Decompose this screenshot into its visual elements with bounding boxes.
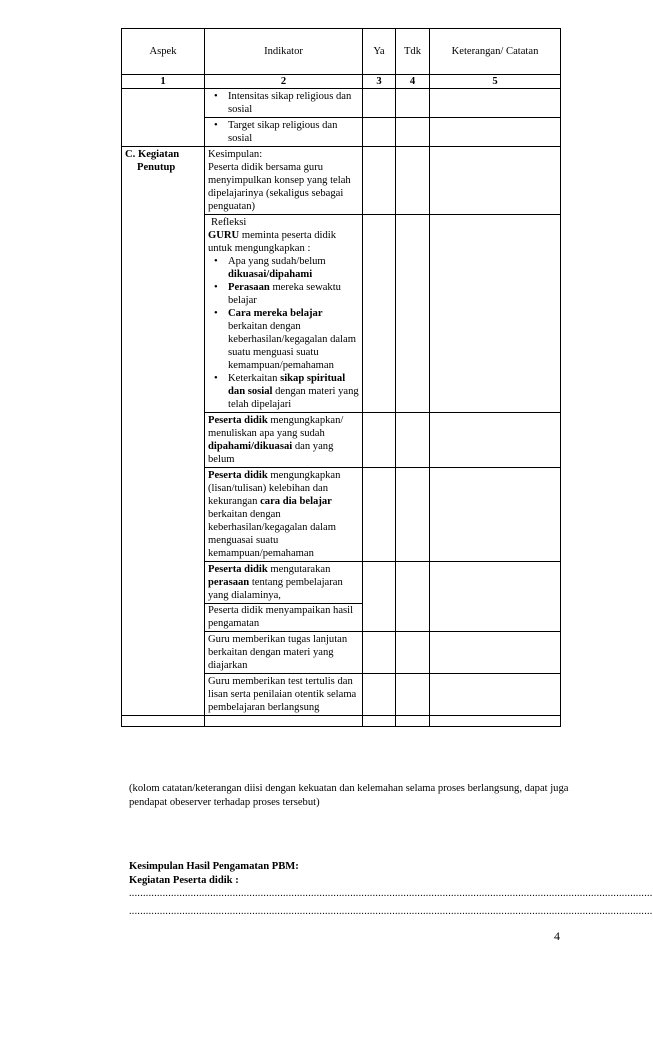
indicator-cell [205, 147, 363, 215]
header-indikator: Indikator [205, 29, 363, 75]
list-item [228, 281, 359, 307]
aspect-kegiatan-penutup [122, 147, 205, 716]
text: tentang pembelajaran yang dialaminya, [208, 577, 343, 601]
keterangan-cell [430, 562, 561, 632]
table-header-row [122, 29, 561, 75]
ya-cell [363, 89, 396, 118]
text: mereka sewaktu belajar [228, 282, 341, 306]
text: dan yang belum [208, 441, 334, 465]
text-bold: Peserta didik [208, 470, 268, 481]
indicator-cell [205, 118, 363, 147]
tdk-cell [396, 562, 430, 632]
keterangan-cell [430, 89, 561, 118]
list-item [228, 307, 359, 372]
keterangan-cell [430, 147, 561, 215]
text-bold: dikuasai/dipahami [228, 269, 313, 280]
keterangan-cell [430, 215, 561, 413]
indicator-cell [205, 468, 363, 562]
text: Apa yang sudah/belum [228, 256, 326, 267]
conclusion-title: Kesimpulan Hasil Pengamatan PBM: [129, 861, 299, 872]
guru-label: GURU [208, 230, 240, 241]
keterangan-cell [430, 632, 561, 674]
tdk-cell [396, 674, 430, 716]
indicator-item: • Target sikap religious dan sosial [228, 119, 359, 145]
text: berkaitan dengan keberhasilan/kegagalan dalam menguasai suatu kemampuan/pemahaman [208, 509, 336, 559]
kesimpulan-label: Kesimpulan: [208, 149, 263, 160]
col-num-5: 5 [430, 75, 561, 89]
col-num-4: 4 [396, 75, 430, 89]
indicator-cell [205, 413, 363, 468]
refleksi-label: Refleksi [211, 217, 247, 228]
text: mengungkapkan/ menuliskan apa yang sudah [208, 415, 344, 439]
empty-cell [396, 716, 430, 727]
text-bold: sikap spiritual dan sosial [228, 373, 346, 397]
conclusion-block [129, 860, 299, 888]
observation-table [121, 28, 561, 727]
keterangan-cell [430, 118, 561, 147]
dotted-line-2: ........................................................................................................................................................................................... [129, 906, 653, 917]
ya-cell [363, 674, 396, 716]
ya-cell [363, 413, 396, 468]
aspect-label-2: Penutup [137, 162, 176, 173]
indicator-cell [205, 562, 363, 632]
ya-cell [363, 562, 396, 632]
indicator-item: • Intensitas sikap religious dan sosial [228, 90, 359, 116]
ya-cell [363, 118, 396, 147]
text-bold: Cara mereka belajar [228, 308, 323, 319]
column-number-row [122, 75, 561, 89]
tdk-cell [396, 632, 430, 674]
pd3-text [208, 563, 359, 602]
list-item [228, 372, 359, 411]
indicator-cell [205, 89, 363, 118]
keterangan-cell [430, 413, 561, 468]
text-bold: cara dia belajar [260, 496, 332, 507]
header-keterangan: Keterangan/ Catatan [430, 29, 561, 75]
text: Keterkaitan [228, 373, 278, 384]
tdk-cell [396, 413, 430, 468]
text: mengungkapkan (lisan/tulisan) kelebihan dan kekurangan [208, 470, 341, 507]
text: mengutarakan [270, 564, 331, 575]
col-num-3: 3 [363, 75, 396, 89]
conclusion-subtitle: Kegiatan Peserta didik : [129, 875, 239, 886]
dotted-line-1: ........................................................................................................................................................................................... [129, 888, 653, 899]
refleksi-intro [208, 229, 359, 255]
table-row [122, 147, 561, 215]
pd4-text: Peserta didik menyampaikan hasil pengamatan [205, 603, 362, 630]
indicator-cell [205, 215, 363, 413]
ya-cell [363, 468, 396, 562]
col-num-1: 1 [122, 75, 205, 89]
keterangan-cell [430, 468, 561, 562]
aspect-cell-empty [122, 89, 205, 147]
text-bold: perasaan [208, 577, 250, 588]
ya-cell [363, 215, 396, 413]
kesimpulan-text: Peserta didik bersama guru menyimpulkan konsep yang telah dipelajarinya (sekaligus sebagai penguatan) [208, 162, 351, 212]
text: berkaitan dengan keberhasilan/kegagalan dalam suatu menguasi suatu kemampuan/pemahaman [228, 321, 356, 371]
tdk-cell [396, 89, 430, 118]
refleksi-text: meminta peserta didik untuk mengungkapkan : [208, 230, 336, 254]
empty-cell [122, 716, 205, 727]
table-row [122, 89, 561, 118]
table-row-empty [122, 716, 561, 727]
table-note: (kolom catatan/keterangan diisi dengan kekuatan dan kelemahan selama proses berlangsung, dapat juga pendapat obeserver terhadap proses tersebut) [129, 783, 569, 808]
text: dengan materi yang telah dipelajari [228, 386, 359, 410]
tdk-cell [396, 215, 430, 413]
tdk-cell [396, 468, 430, 562]
text-bold: Peserta didik [208, 564, 268, 575]
aspect-label: C. Kegiatan [125, 149, 180, 160]
ya-cell [363, 147, 396, 215]
text-bold: Perasaan [228, 282, 270, 293]
tdk-cell [396, 147, 430, 215]
ya-cell [363, 632, 396, 674]
header-ya: Ya [363, 29, 396, 75]
text-bold: Peserta didik [208, 415, 268, 426]
header-tdk: Tdk [396, 29, 430, 75]
empty-cell [205, 716, 363, 727]
empty-cell [363, 716, 396, 727]
refleksi-list [208, 255, 359, 411]
empty-cell [430, 716, 561, 727]
page-number: 4 [554, 929, 560, 943]
tdk-cell [396, 118, 430, 147]
keterangan-cell [430, 674, 561, 716]
col-num-2: 2 [205, 75, 363, 89]
text-bold: dipahami/dikuasai [208, 441, 293, 452]
list-item [228, 255, 359, 281]
indicator-cell: Guru memberikan test tertulis dan lisan serta penilaian otentik selama pembelajaran berlangsung [205, 674, 363, 716]
indicator-cell: Guru memberikan tugas lanjutan berkaitan dengan materi yang diajarkan [205, 632, 363, 674]
header-aspek: Aspek [122, 29, 205, 75]
